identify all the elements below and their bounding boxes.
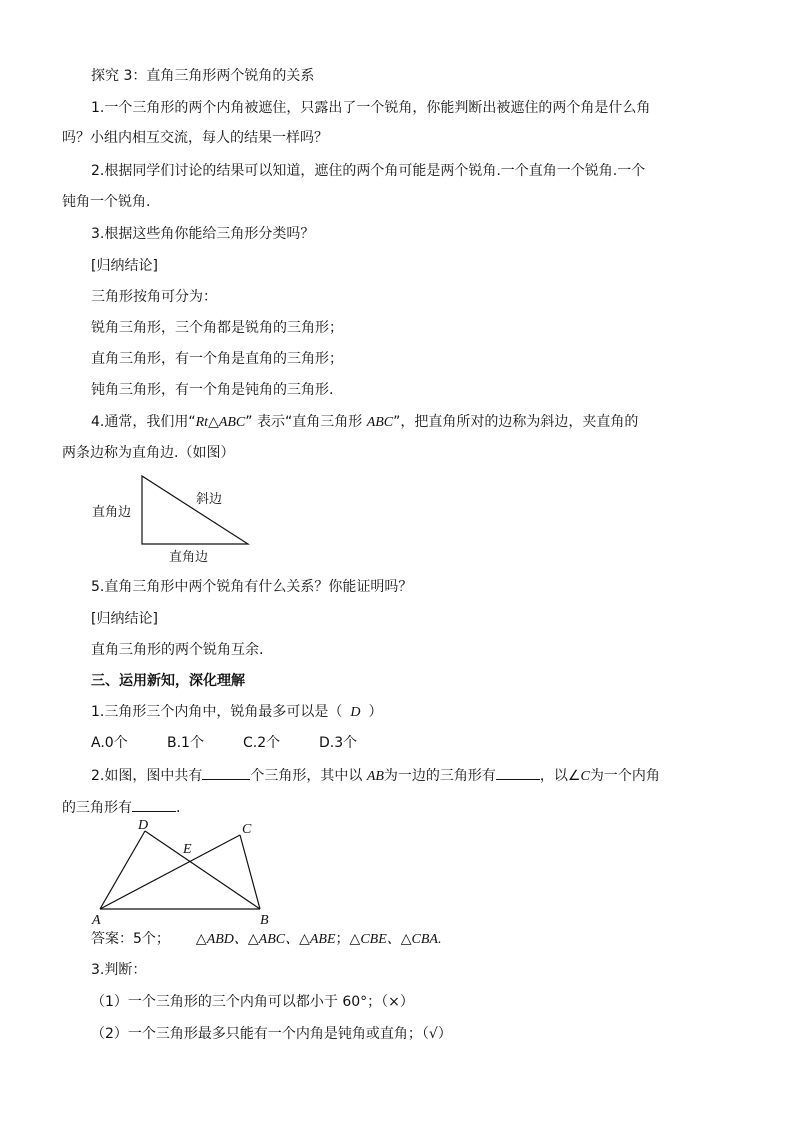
- acute-triangle-def: 锐角三角形，三个角都是锐角的三角形；: [91, 320, 343, 336]
- ex2-c: C: [580, 769, 590, 784]
- ex3-title: 3.判断：: [91, 962, 147, 978]
- point-c-label: C: [242, 822, 252, 837]
- ex2-text-3: 为一边的三角形有: [383, 768, 496, 784]
- q4-line2: 两条边称为直角边.（如图）: [62, 445, 235, 461]
- answer-ab-triangles: △ABD、△ABC、△ABE: [195, 932, 336, 947]
- summary-label-1: [归纳结论]: [91, 258, 158, 274]
- leg-left-label: 直角边: [92, 505, 132, 520]
- section3-heading: 三、运用新知，深化理解: [91, 673, 245, 689]
- q4-text-3: ”，把直角所对的边称为斜边，夹直角的: [393, 414, 639, 430]
- point-b-label: B: [260, 913, 269, 928]
- option-d: D.3个: [319, 735, 358, 751]
- point-e-label: E: [183, 842, 192, 857]
- q4-rt-notation: Rt△ABC: [195, 415, 246, 430]
- ex2-line2-end: .: [176, 800, 181, 816]
- ex2-text-5: 为一个内角: [589, 768, 660, 784]
- exercise2-line1: [91, 765, 660, 785]
- obtuse-triangle-def: 钝角三角形，有一个角是钝角的三角形.: [91, 382, 334, 398]
- exercise2-line2: [62, 797, 180, 817]
- conclusion: 直角三角形的两个锐角互余.: [91, 642, 264, 658]
- classify-intro: 三角形按角可分为：: [91, 289, 217, 305]
- right-triangle-figure: [80, 470, 280, 570]
- answer-prefix: 答案：5个；: [91, 931, 170, 947]
- ex2-line2-text: 的三角形有: [62, 800, 132, 816]
- ex1-options: [91, 733, 357, 753]
- ex2-blank-3: [132, 797, 176, 812]
- ex2-text-2: 个三角形，其中以: [250, 768, 367, 784]
- q4-line1: [91, 412, 638, 432]
- q1-line1: 1.一个三角形的两个内角被遮住，只露出了一个锐角，你能判断出被遮住的两个角是什么角: [91, 100, 651, 116]
- q4-text-2: ” 表示“直角三角形: [245, 414, 367, 430]
- option-a: A.0个: [91, 735, 128, 751]
- option-c: C.2个: [243, 735, 281, 751]
- q5: 5.直角三角形中两个锐角有什么关系？你能证明吗？: [91, 579, 413, 595]
- explore3-title: 探究 3：直角三角形两个锐角的关系: [91, 68, 315, 84]
- option-b: B.1个: [167, 735, 204, 751]
- hypotenuse-label: 斜边: [196, 492, 223, 507]
- ex1-close: ）: [368, 704, 383, 720]
- exercise1: [91, 702, 382, 722]
- ex2-blank-2: [496, 765, 540, 780]
- ex1-answer: D: [350, 705, 361, 720]
- ex2-ab: AB: [366, 769, 384, 784]
- ex2-answer: [91, 929, 441, 949]
- answer-sep: ；: [335, 931, 350, 947]
- quadrilateral-figure: [88, 815, 288, 930]
- point-a-label: A: [92, 913, 101, 928]
- ex3-item1: （1）一个三角形的三个内角可以都小于 60°；（×）: [91, 994, 414, 1010]
- ex3-item2: （2）一个三角形最多只能有一个内角是钝角或直角；（√）: [91, 1026, 452, 1042]
- ex1-text: 1.三角形三个内角中，锐角最多可以是（: [91, 704, 343, 720]
- segment-bd: [145, 831, 260, 909]
- q4-abc: ABC: [366, 415, 394, 430]
- answer-c-triangles: △CBE、△CBA.: [349, 932, 442, 947]
- q2-line1: 2.根据同学们讨论的结果可以知道，遮住的两个角可能是两个锐角.一个直角一个锐角.一个: [91, 163, 646, 179]
- q1-line2: 吗？小组内相互交流，每人的结果一样吗？: [62, 130, 328, 146]
- point-d-label: D: [138, 818, 149, 833]
- right-triangle-def: 直角三角形，有一个角是直角的三角形；: [91, 351, 343, 367]
- ex2-text-1: 2.如图，图中共有: [91, 768, 203, 784]
- right-triangle-shape: [142, 476, 248, 544]
- q4-text-1: 4.通常，我们用“: [91, 414, 196, 430]
- q2-line2: 钝角一个锐角.: [62, 194, 151, 210]
- ex2-text-4: ，以∠: [539, 768, 581, 784]
- ex2-blank-1: [202, 765, 250, 780]
- q3: 3.根据这些角你能给三角形分类吗？: [91, 226, 315, 242]
- leg-bottom-label: 直角边: [169, 550, 209, 565]
- summary-label-2: [归纳结论]: [91, 611, 158, 627]
